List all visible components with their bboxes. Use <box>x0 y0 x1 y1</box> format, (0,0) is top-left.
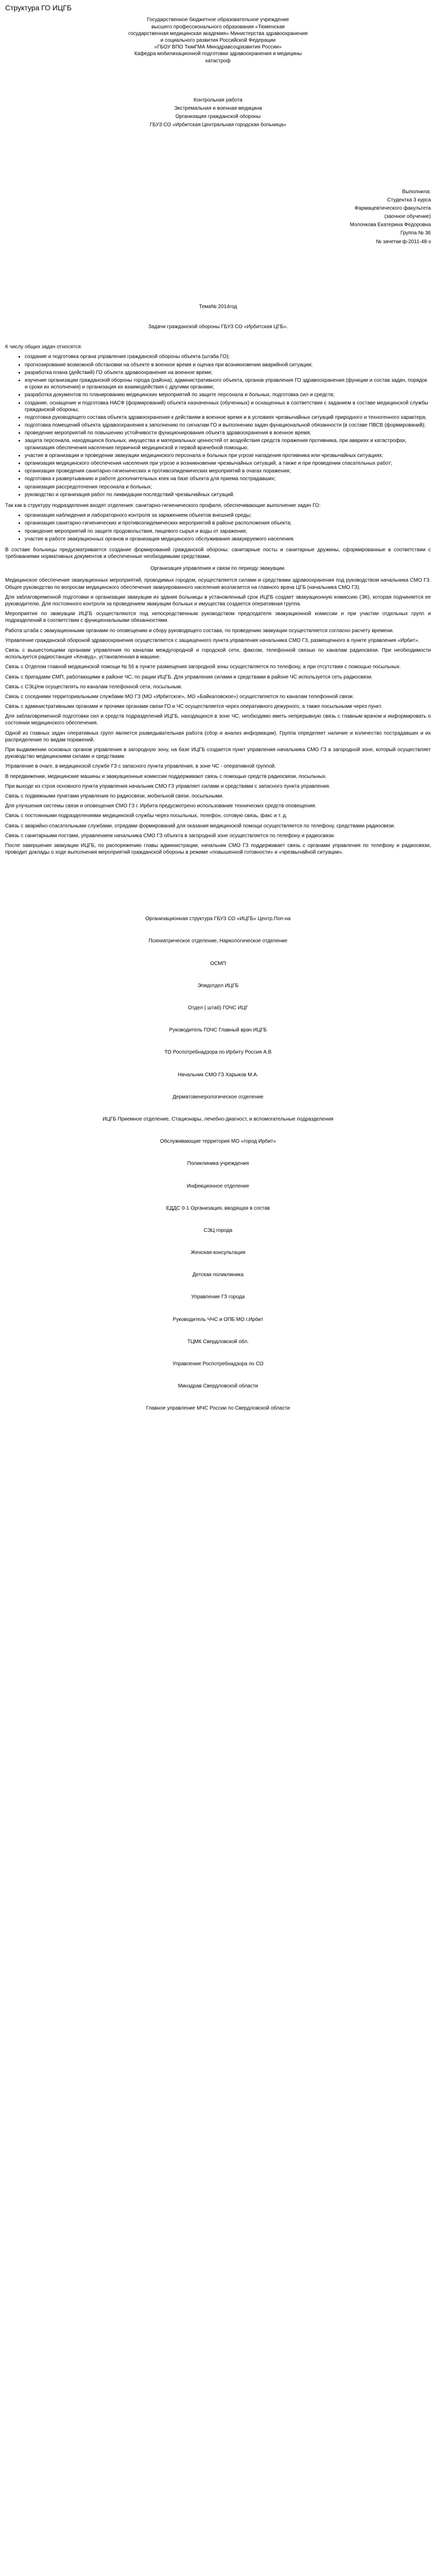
paragraph: Связь с вышестоящими органами управления по каналам междугородной и городской сети, факсом, телефонной связью по каналам радиосвязи. При необходимости используется радиостанция «Кенвуд», установленная в машине. <box>5 647 431 660</box>
org-unit: ОСМП <box>210 960 226 967</box>
paragraph: В передвижении, медицинские машины и эвакуационные комиссии поддерживают связь с помощью средств радиосвязи, посыльных. <box>5 773 327 779</box>
list-item: • участие в работе эвакуационных органов и организация медицинского обслуживания эвакуируемого населения. <box>25 536 431 543</box>
author-line: № зачетки ф-2011-48-з <box>376 239 431 245</box>
paragraph: Связь с административными органами и прочими органами связи ГО и ЧС осуществляется через оперативного дежурного, а также посыльными через пункт. <box>5 704 382 710</box>
org-unit: Руководитель ГОЧС Главный врач ИЦГБ <box>169 1027 267 1033</box>
paragraph: Мероприятия по эвакуации ИЦГБ осуществляются под непосредственным руководством председателя эвакуационной комиссии и при участии отдельных групп и подразделений в соответствии с функциональными обязанностями. <box>5 611 431 624</box>
paragraph: Управление гражданской обороной здравоохранения осуществляется с защищенного пункта управления начальника СМО ГЗ, размещенного в пункте управления «Ирбит». <box>5 637 420 643</box>
org-unit: Минздрав Свердловской области <box>178 1383 258 1389</box>
list-item: • разработка документов по планированию медицинских мероприятий по защите персонала и больных, подготовка сил и средств; <box>25 392 431 398</box>
list-item: • руководство и организация работ по ликвидации последствий чрезвычайных ситуаций. <box>25 492 431 498</box>
author-line: Группа № 36 <box>400 230 431 236</box>
paragraph: Одной из главных задач оперативных групп является разведывательная работа (сбор и анализ информации). Группа определяет наличие и количество пострадавших и их распределение по видам поражений. <box>5 730 431 743</box>
paragraph: Связь с санитарными постами, управлением начальника СМО ГЗ объекта в загородной зоне осуществляется по телефону и радиосвязи. <box>5 833 335 839</box>
paragraph: Связь с постоянными подразделениями медицинской службы через посыльных, телефон, сотовую связь, факс и т. д. <box>5 813 287 819</box>
org-unit: Руководитель ЧЧС и ОПБ МО г.Ирбит <box>172 1316 264 1323</box>
list-item: • организация медицинского обеспечения населения при угрозе и возникновении чрезвычайных ситуаций, а также и при проведении спасательных работ; <box>25 460 431 467</box>
general-tasks-list <box>5 353 431 498</box>
title-line: ГБУЗ СО «Ирбитская Центральная городская больница» <box>149 122 287 128</box>
org-unit: Психиатрическое отделение, Наркологическое отделение <box>148 938 288 944</box>
list-item: • участие в организации и проведении эвакуации медицинского персонала и больных при угрозе нападения противника или чрезвычайных ситуациях; <box>25 452 431 459</box>
header-line: и социального развития Российской Федерации <box>160 38 276 44</box>
org-unit: Эпидотдел ИЦГБ <box>197 982 239 989</box>
paragraph: Связь с СЭЦ/ем осуществлять по каналам телефонной сети, посыльным. <box>5 684 183 690</box>
author-line: Студентка 3 курса <box>387 197 431 203</box>
org-unit: ТО Роспотребнадзора по Ирбиту Россия А.В <box>164 1049 272 1056</box>
list-item: • создание, оснащение и подготовка НАСФ (формирований) объекта назначенных (обученных) и оснащенных в соответствии с заданием в составе медицинской службы гражданской обороны; <box>25 400 431 413</box>
org-unit: Обслуживающие территория МО «город Ирбит» <box>160 1139 276 1145</box>
header-line: «ГБОУ ВПО ТюмГМА Минздравсоцразвития России» <box>154 44 282 50</box>
paragraph: При выходе из строя основного пункта управления начальник СМО ГЗ управляет силами и средствами с запасного пункта управления. <box>5 783 330 789</box>
tasks-intro: К числу общих задач относятся: <box>5 344 82 350</box>
list-item: • организация наблюдения и лабораторного контроля за заражением объектов внешней среды; <box>25 512 431 519</box>
list-item: • организация проведения санитарно-гигиенических и противоэпидемических мероприятий в очагах поражения; <box>25 468 431 474</box>
list-item: • создание и подготовка органа управления гражданской обороны объекта (штаба ГО); <box>25 353 431 360</box>
org-unit: Поликлиника учреждения <box>187 1161 249 1167</box>
header-line: Кафедра мобилизационной подготовки здравоохранения и медицины <box>134 51 302 57</box>
title-line: Организация гражданской обороны <box>175 114 261 120</box>
paragraph: Так как в структуру подразделения входят отделения: санитарно-гигиенического профиля, обеспечивающие выполнение задач ГО: <box>5 502 321 509</box>
author-line: (заочное обучение) <box>384 214 431 220</box>
paragraph: Медицинское обеспечение эвакуационных мероприятий, проводимых городом, осуществляется силами и средствами здравоохранения под руководством начальника СМО ГЗ. Общее руководство по вопросам медицинского обеспечения эвакуированного населения возлагается на главного врача ЦГБ (начальника СМО ГЗ). <box>5 578 431 590</box>
list-item: • разработка плана (действий) ГО объекта здравоохранения на военное время; <box>25 369 431 376</box>
work-title-block <box>5 97 431 129</box>
paragraph: Управление в очаге, в медицинской службе ГЗ с запасного пункта управления, в зоне ЧС - оперативной группой. <box>5 764 276 770</box>
evacuation-paragraphs <box>5 577 431 856</box>
list-item: • организация санитарно-гигиенических и противоэпидемических мероприятий в районе расположения объекта; <box>25 520 431 527</box>
document-title: Структура ГО ИЦГБ <box>5 4 72 12</box>
paragraph: Связь с аварийно-спасательными службами, отрядами формирований для оказания медицинской помощи осуществляется по телефону, средствами радиосвязи. <box>5 823 395 829</box>
org-structure-title: Организационная структура ГБУЗ СО «ИЦГБ» Центр.Поп-на <box>145 916 291 922</box>
institution-header <box>79 16 357 64</box>
header-line: Государственное бюджетное образовательное учреждение <box>147 17 289 23</box>
author-line: Молочкова Екатерина Федоровна <box>350 222 431 228</box>
list-item: • проведение мероприятий по повышению устойчивости функционирования объекта здравоохранения в военное время; <box>25 430 431 436</box>
list-item: • изучение организации гражданской обороны города (района), административного объекта, органов управления ГО здравоохранения (функции и состав задач, порядок и сроки их исполнения) и организация их взаимодействия с другими органами; <box>25 377 431 391</box>
paragraph: Связь с бригадами СМП, работающими в районе ЧС, по рации ИЦГБ. Для управления силами и средствами в районе ЧС используется сеть радиосвязи. <box>5 674 373 680</box>
paragraph: Связь с подвижными пунктами управления по радиосвязи, мобильной связи, посыльными. <box>5 793 224 799</box>
org-unit: ИЦГБ Приемное отделение, Стационары, лечебно-диагност, и вспомогательные подразделения <box>102 1116 334 1122</box>
paragraph: Для улучшения системы связи и оповещения СМО ГЗ г. Ирбита предусмотрено использование технических средств оповещения. <box>5 803 317 809</box>
sanitary-tasks-list <box>5 512 431 543</box>
org-unit: Начальник СМО ГЗ Харыков М.А. <box>178 1072 258 1078</box>
title-line: Контрольная работа <box>194 97 242 103</box>
list-item: • подготовка руководящего состава объекта здравоохранения к действиям в военное время и в условиях чрезвычайных ситуаций природного и техногенного характера; <box>25 414 431 421</box>
list-item: • организация рассредоточения персонала и больных; <box>25 484 431 490</box>
paragraph: Для заблаговременной подготовки сил и средств подразделений ИЦГБ, находящихся в зоне ЧС, необходимо иметь непрерывную связь с главным врачом и информировать о состоянии медицинского обеспечения. <box>5 714 431 726</box>
list-item: • подготовка к развертыванию и работе дополнительных коек на базе объекта для приема пострадавших; <box>25 476 431 482</box>
org-unit: ТЦМК Свердловской обл. <box>187 1338 249 1345</box>
org-unit: Отдел ( штаб) ГОЧС ИЦГ <box>188 1005 248 1011</box>
task-line: Задачи гражданской обороны ГБУЗ СО «Ирбитская ЦГБ». <box>148 324 288 330</box>
list-item: • проведение мероприятий по защите продовольствия, пищевого сырья и воды от заражения; <box>25 528 431 535</box>
author-block <box>5 189 431 245</box>
paragraph: Связь с соседними территориальными службами МО ГЗ (МО «Ирбитское», МО «Байкаловское») осуществляется по каналам телефонной связи. <box>5 693 354 700</box>
paragraph: Для заблаговременной подготовки и организации эвакуации из здания больницы в установленный срок ИЦГБ создает эвакуационную комиссию (ЭК), которая подчиняется ее руководителю. Для постоянного контроля за проведением эвакуации больных и имущества создается оперативная группа. <box>5 594 431 607</box>
title-line: Экстремальная и военная медицина <box>174 105 262 111</box>
org-unit: Управление Роспотребнадзора по СО <box>172 1361 264 1367</box>
paragraph: После завершения эвакуации ИЦГБ, по распоряжению главы администрации, начальник СМО ГЗ поддерживает связь с органами управления по телефону и радиосвязи, проводит доклады о ходе выполнения мероприятий гражданской обороны в режиме «повышенной готовности» и «чрезвычайной ситуации». <box>5 842 431 856</box>
paragraph: Связь с Отделом главной медицинской помощи № 56 в пункте размещения загородной зоны осуществляется по телефону, а при отсутствии с помощью посыльных. <box>5 664 401 670</box>
org-structure-list <box>5 938 431 1412</box>
org-unit: Дерматовенерологическое отделение <box>172 1094 264 1100</box>
paragraph: В составе больницы предусматривается создание формирований гражданской обороны: санитарные посты и санитарные дружины, сформированные в соответствии с требованиями нормативных документов и обеспеченные необходимыми средствами. <box>5 547 431 560</box>
list-item: • подготовка помещений объекта здравоохранения к заполнению по сигналам ГО и выполнению задач функциональной обязанности (в составе ПВСВ (формирований); <box>25 422 431 429</box>
org-unit: Главное управление МЧС России по Свердловской области <box>146 1405 290 1412</box>
header-line: катастроф <box>205 58 231 64</box>
author-line: Выполнила: <box>402 189 431 195</box>
org-unit: СЭЦ города <box>203 1227 233 1233</box>
paragraph: Работа штаба с эвакуационными органами по оповещению и сбору руководящего состава, по проведению эвакуации осуществляется согласно расчету времени. <box>5 628 394 634</box>
theme-line: Тема№ 2014год <box>199 303 237 310</box>
list-item: • прогнозирование возможной обстановки на объекте в военное время и оценка при возникновении аварийной ситуации; <box>25 362 431 368</box>
section-title: Организация управления и связи по периоду эвакуации. <box>150 566 286 572</box>
org-unit: Детская поликлиника <box>192 1272 244 1278</box>
list-item: • защита персонала, находящихся больных, имущества и материальных ценностей от воздействия средств поражения противника, при авариях и катастрофах, организация обеспечения населения первичной медицинской и первой врачебной помощью; <box>25 437 431 451</box>
paragraph: При выдвижении основных органов управления в загородную зону, на базе ИЦГБ создается пункт управления начальника СМО ГЗ в загородной зоне, который осуществляет руководство медицинскими силами и средствами. <box>5 747 431 760</box>
org-unit: Инфекционное отделение <box>186 1183 250 1189</box>
header-line: высшего профессионального образования «Тюменская <box>151 24 285 30</box>
header-line: государственная медицинская академия» Министерства здравоохранения <box>128 30 308 37</box>
org-unit: Управление ГЗ города <box>191 1294 245 1300</box>
author-line: Фармацевтического факультета <box>354 205 431 211</box>
org-unit: ЕДДС 0-1 Организация, вводящая в состав <box>166 1205 270 1211</box>
org-unit: Женская консультация <box>190 1250 246 1256</box>
